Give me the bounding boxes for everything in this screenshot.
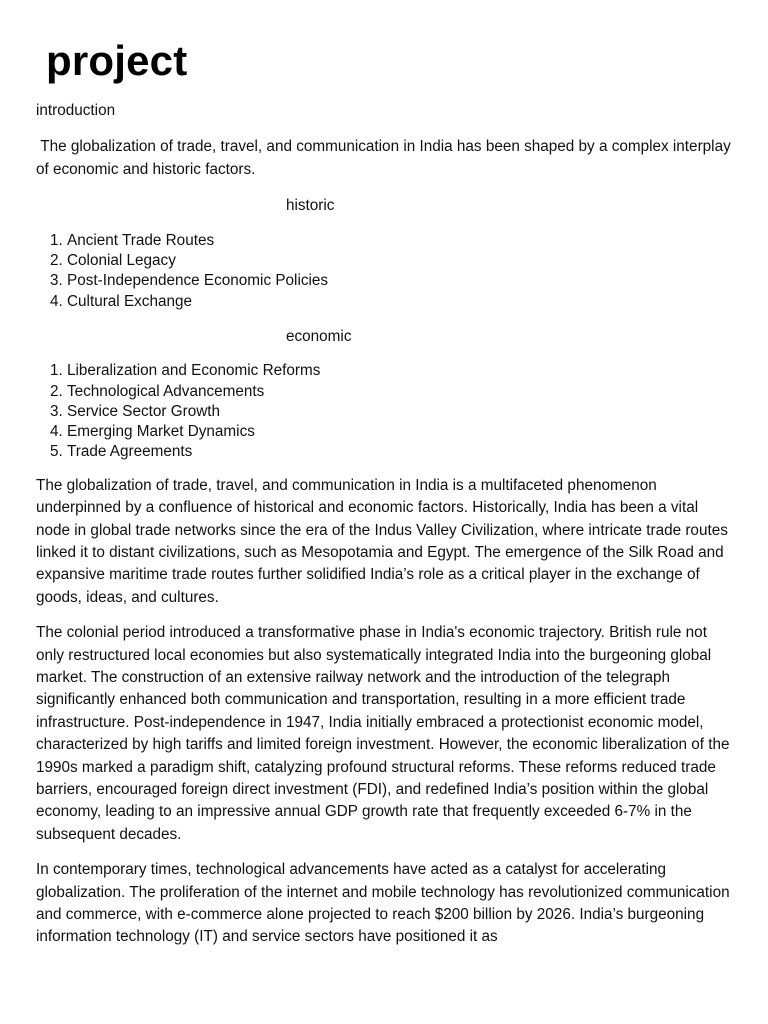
list-item: 4. Cultural Exchange <box>67 292 736 312</box>
list-item: 2. Technological Advancements <box>67 382 736 402</box>
document-page <box>36 0 736 949</box>
document-title: project <box>46 37 188 84</box>
list-item: 3. Service Sector Growth <box>67 402 736 422</box>
body-paragraph-3: In contemporary times, technological advancements have acted as a catalyst for accelerating globalization. The proliferation of the internet and mobile technology has revolutionized communication and commerce, with e-commerce alone projected to reach $200 billion by 2026. India’s burgeoning information technology (IT) and service sectors have positioned it as <box>36 861 730 946</box>
list-item: 1. Liberalization and Economic Reforms <box>67 361 736 381</box>
introduction-label: introduction <box>36 102 116 119</box>
list-item: 5. Trade Agreements <box>67 442 736 462</box>
historic-heading: historic <box>286 197 335 215</box>
historic-list <box>36 231 736 312</box>
economic-list <box>36 361 736 462</box>
list-item: 2. Colonial Legacy <box>67 251 736 271</box>
introduction-paragraph: The globalization of trade, travel, and communication in India has been shaped by a complex interplay of economic and historic factors. <box>36 138 735 178</box>
economic-heading: economic <box>286 327 352 345</box>
list-item: 3. Post-Independence Economic Policies <box>67 271 736 291</box>
body-paragraph-2: The colonial period introduced a transformative phase in India's economic trajectory. British rule not only restructured local economies but also systematically integrated India into the burgeoning global market. The construction of an extensive railway network and the introduction of the telegraph significantly enhanced both communication and transportation, resulting in a more efficient trade infrastructure. Post-independence in 1947, India initially embraced a protectionist economic model, characterized by high tariffs and limited foreign investment. However, the economic liberalization of the 1990s marked a paradigm shift, catalyzing profound structural reforms. These reforms reduced trade barriers, encouraged foreign direct investment (FDI), and redefined India’s position within the global economy, leading to an impressive annual GDP growth rate that frequently exceeded 6-7% in the subsequent decades. <box>36 624 730 843</box>
list-item: 4. Emerging Market Dynamics <box>67 422 736 442</box>
list-item: 1. Ancient Trade Routes <box>67 231 736 251</box>
body-paragraph-1: The globalization of trade, travel, and communication in India is a multifaceted phenomenon underpinned by a confluence of historical and economic factors. Historically, India has been a vital node in global trade networks since the era of the Indus Valley Civilization, where intricate trade routes linked it to distant civilizations, such as Mesopotamia and Egypt. The emergence of the Silk Road and expansive maritime trade routes further solidified India’s role as a critical player in the exchange of goods, ideas, and cultures. <box>36 476 728 606</box>
